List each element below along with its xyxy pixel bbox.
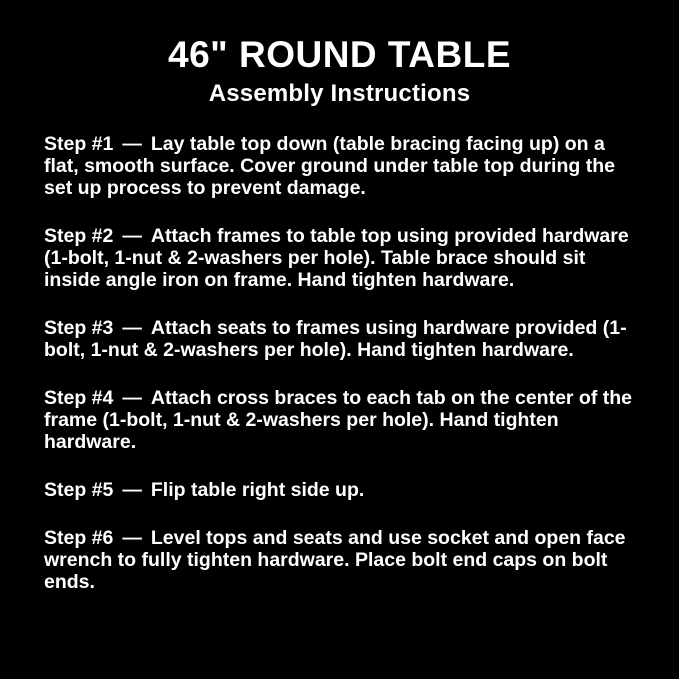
em-dash: — <box>122 527 142 550</box>
em-dash: — <box>122 225 142 248</box>
step-text: Lay table top down (table bracing facing up) on a flat, smooth surface. Cover ground under table top during the set up process to prevent damage. <box>44 133 615 200</box>
step-text: Flip table right side up. <box>150 479 365 502</box>
step-text: Attach seats to frames using hardware provided (1-bolt, 1-nut & 2-washers per hole). Hand tighten hardware. <box>44 317 627 362</box>
header <box>0 0 679 107</box>
step-text: Level tops and seats and use socket and open face wrench to fully tighten hardware. Place bolt end caps on bolt ends. <box>44 527 626 594</box>
step-paragraph-6 <box>44 527 639 593</box>
em-dash: — <box>122 387 142 410</box>
page-title: 46" ROUND TABLE <box>168 34 511 75</box>
step-label: Step #1 <box>44 133 114 156</box>
step-label: Step #2 <box>44 225 114 248</box>
em-dash: — <box>122 133 142 156</box>
step-label: Step #4 <box>44 387 114 410</box>
step-paragraph-1 <box>44 133 639 199</box>
page-subtitle: Assembly Instructions <box>208 79 471 107</box>
step-text: Attach cross braces to each tab on the center of the frame (1-bolt, 1-nut & 2-washers per hole). Hand tighten hardware. <box>44 387 632 454</box>
step-paragraph-3 <box>44 317 639 361</box>
step-paragraph-2 <box>44 225 639 291</box>
step-paragraph-4 <box>44 387 639 453</box>
step-label: Step #6 <box>44 527 114 550</box>
em-dash: — <box>122 317 142 340</box>
step-label: Step #3 <box>44 317 114 340</box>
step-paragraph-5 <box>44 479 639 501</box>
steps-list <box>0 133 679 593</box>
em-dash: — <box>122 479 142 502</box>
step-text: Attach frames to table top using provided hardware (1-bolt, 1-nut & 2-washers per hole). Table brace should sit inside angle iron on frame. Hand tighten hardware. <box>44 225 629 292</box>
step-label: Step #5 <box>44 479 114 502</box>
